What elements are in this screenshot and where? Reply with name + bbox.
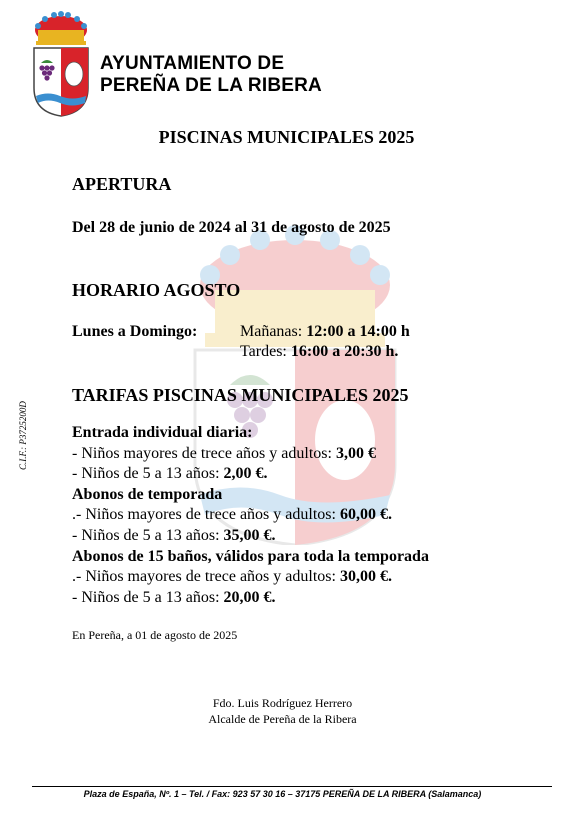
horario-days: Lunes a Domingo:: [72, 323, 198, 340]
afternoon-label: Tardes:: [240, 343, 291, 360]
price-value: 3,00 €: [335, 444, 376, 462]
price-value: 30,00 €.: [339, 568, 392, 586]
list-item: [72, 444, 429, 465]
price-value: 2,00 €.: [223, 465, 268, 483]
tarifas-list: [72, 423, 429, 608]
tarifas-heading: TARIFAS PISCINAS MUNICIPALES 2025: [72, 385, 409, 405]
list-item: [72, 526, 429, 547]
apertura-heading: APERTURA: [72, 174, 172, 194]
municipality-header: [100, 53, 322, 97]
signature-block: [0, 695, 565, 727]
place-date: En Pereña, a 01 de agosto de 2025: [72, 628, 238, 642]
header-line-2: PEREÑA DE LA RIBERA: [100, 75, 322, 96]
signature-name: Fdo. Luis Rodríguez Herrero: [212, 696, 353, 710]
price-label: .- Niños mayores de trece años y adultos:: [72, 506, 340, 524]
price-label: - Niños de 5 a 13 años:: [72, 465, 224, 483]
section-title-daily: Entrada individual diaria:: [72, 424, 253, 441]
horario-morning: [240, 322, 410, 342]
price-label: - Niños de 5 a 13 años:: [72, 526, 224, 544]
horario-heading: HORARIO AGOSTO: [72, 280, 241, 300]
logo-crown: [35, 11, 87, 45]
price-label: .- Niños mayores de trece años y adultos:: [72, 568, 340, 586]
list-item: [72, 505, 429, 526]
signature-role: Alcalde de Pereña de la Ribera: [208, 712, 357, 726]
list-item: [72, 588, 429, 609]
coat-of-arms-logo: [30, 8, 92, 118]
price-value: 60,00 €.: [339, 506, 392, 524]
list-item: [72, 567, 429, 588]
price-value: 35,00 €.: [223, 526, 276, 544]
price-value: 20,00 €.: [223, 588, 276, 606]
list-item: [72, 464, 429, 485]
price-label: - Niños de 5 a 13 años:: [72, 588, 224, 606]
document-title: PISCINAS MUNICIPALES 2025: [158, 127, 415, 147]
morning-label: Mañanas:: [240, 323, 307, 340]
footer-divider: [32, 786, 552, 787]
horario-afternoon: [240, 342, 398, 362]
footer-address: Plaza de España, Nº. 1 – Tel. / Fax: 923 57 30 16 – 37175 PEREÑA DE LA RIBERA (Salamanca): [83, 789, 482, 799]
afternoon-time: 16:00 a 20:30 h.: [290, 343, 399, 360]
apertura-dates: Del 28 de junio de 2024 al 31 de agosto de 2025: [72, 219, 391, 236]
morning-time: 12:00 a 14:00 h: [306, 323, 410, 340]
section-title-15-baths: Abonos de 15 baños, válidos para toda la temporada: [72, 547, 429, 565]
cif-side-text: C.I.F.: P3725200D: [18, 401, 28, 470]
section-title-season: Abonos de temporada: [72, 485, 223, 503]
header-line-1: AYUNTAMIENTO DE: [100, 53, 285, 74]
price-label: - Niños mayores de trece años y adultos:: [72, 444, 336, 462]
